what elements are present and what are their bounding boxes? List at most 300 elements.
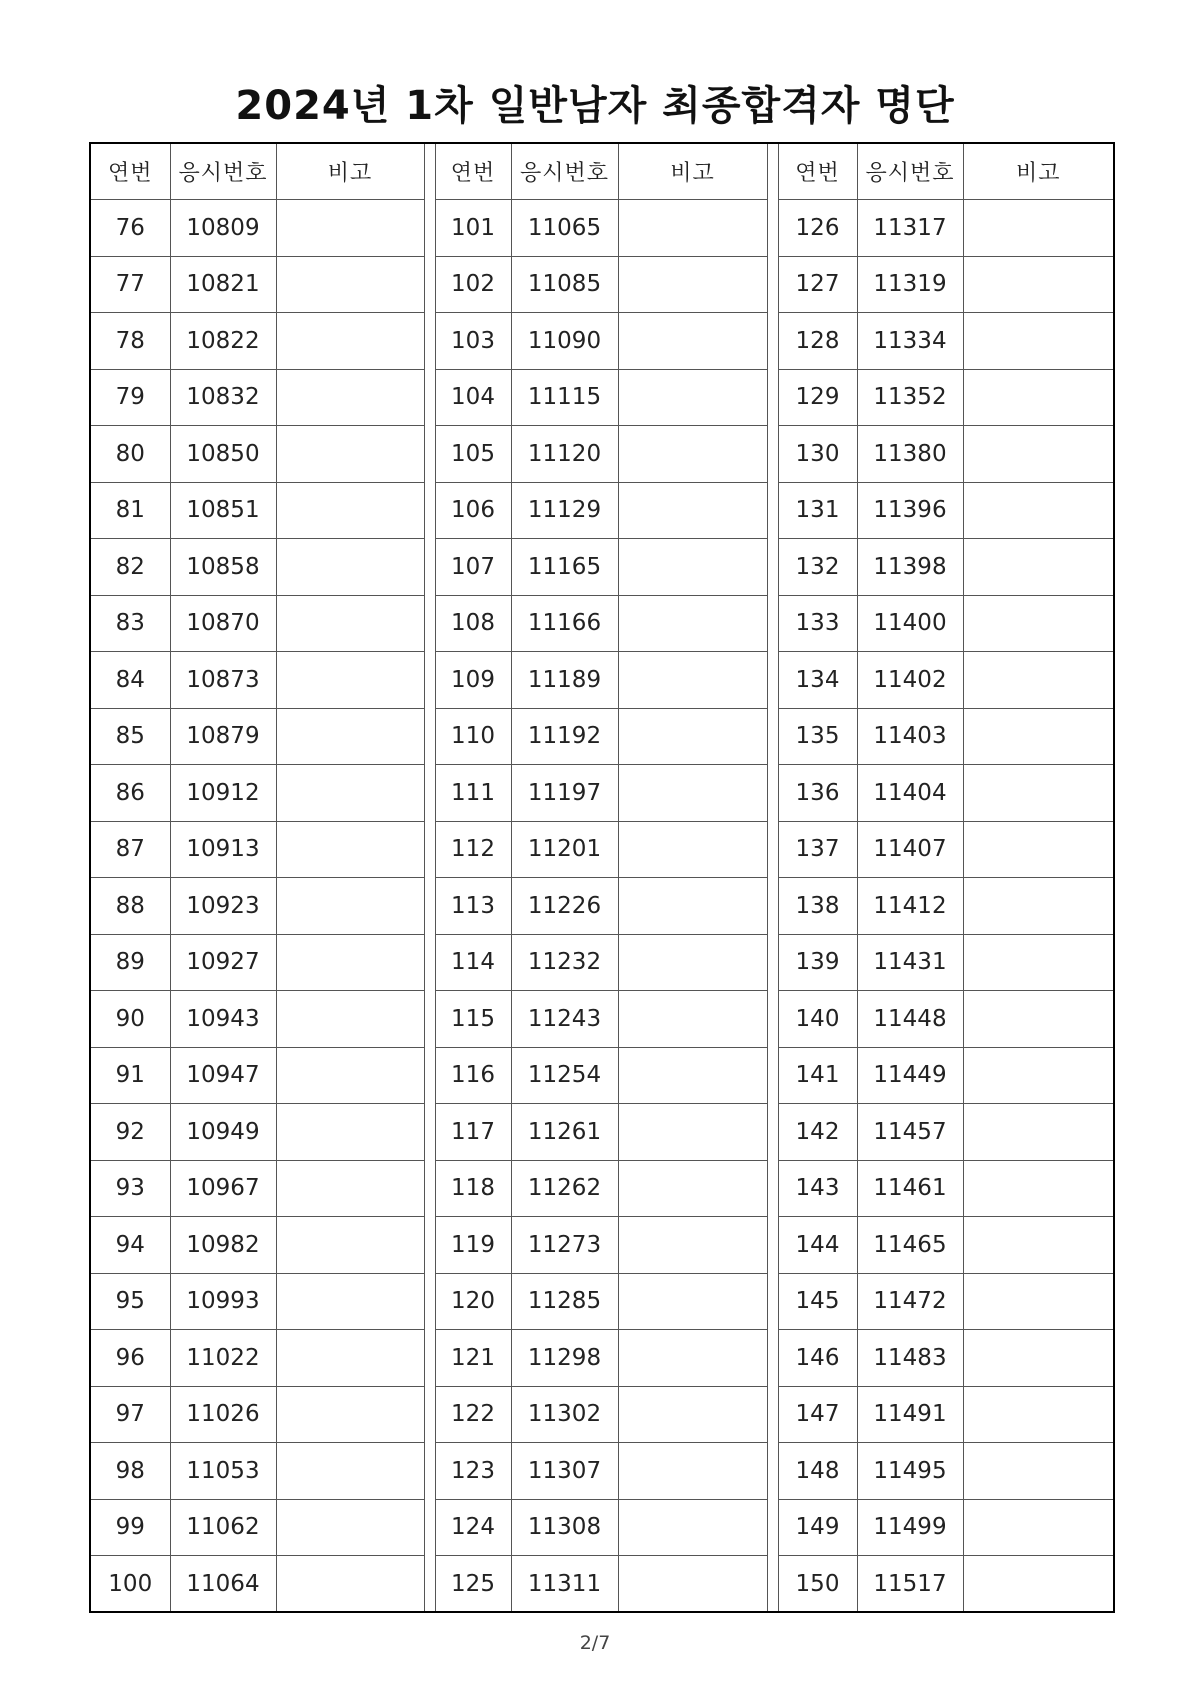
table-body xyxy=(90,143,1114,1612)
cell-exam-no: 11431 xyxy=(857,934,963,991)
cell-remark xyxy=(618,1217,767,1274)
column-gap xyxy=(767,426,778,483)
column-gap xyxy=(424,1330,435,1387)
cell-seq: 138 xyxy=(778,878,857,935)
cell-exam-no: 11311 xyxy=(511,1556,618,1613)
column-gap xyxy=(767,652,778,709)
cell-remark xyxy=(963,878,1114,935)
cell-seq: 98 xyxy=(90,1443,170,1500)
cell-seq: 106 xyxy=(435,482,511,539)
column-gap xyxy=(424,595,435,652)
column-gap xyxy=(767,1556,778,1613)
table-row xyxy=(90,1386,1114,1443)
cell-seq: 136 xyxy=(778,765,857,822)
document-title: 2024년 1차 일반남자 최종합격자 명단 xyxy=(235,83,955,129)
cell-remark xyxy=(276,991,424,1048)
cell-exam-no: 11201 xyxy=(511,821,618,878)
column-gap xyxy=(424,256,435,313)
table-row xyxy=(90,821,1114,878)
cell-seq: 101 xyxy=(435,200,511,257)
cell-exam-no: 11352 xyxy=(857,369,963,426)
cell-seq: 137 xyxy=(778,821,857,878)
cell-remark xyxy=(276,1273,424,1330)
cell-seq: 147 xyxy=(778,1386,857,1443)
cell-remark xyxy=(618,1104,767,1161)
cell-seq: 123 xyxy=(435,1443,511,1500)
header-row xyxy=(90,143,1114,200)
cell-seq: 85 xyxy=(90,708,170,765)
results-table xyxy=(89,142,1115,1613)
cell-seq: 90 xyxy=(90,991,170,1048)
column-gap xyxy=(767,482,778,539)
cell-seq: 132 xyxy=(778,539,857,596)
cell-remark xyxy=(963,708,1114,765)
cell-exam-no: 11090 xyxy=(511,313,618,370)
cell-remark xyxy=(618,595,767,652)
cell-remark xyxy=(963,652,1114,709)
column-gap xyxy=(424,1160,435,1217)
cell-remark xyxy=(963,1217,1114,1274)
table-row xyxy=(90,765,1114,822)
cell-exam-no: 10982 xyxy=(170,1217,276,1274)
cell-remark xyxy=(276,1499,424,1556)
cell-exam-no: 10832 xyxy=(170,369,276,426)
cell-seq: 81 xyxy=(90,482,170,539)
cell-remark xyxy=(963,426,1114,483)
column-gap xyxy=(424,1386,435,1443)
cell-exam-no: 11457 xyxy=(857,1104,963,1161)
cell-seq: 120 xyxy=(435,1273,511,1330)
cell-seq: 88 xyxy=(90,878,170,935)
cell-remark xyxy=(276,934,424,991)
cell-exam-no: 10879 xyxy=(170,708,276,765)
cell-seq: 94 xyxy=(90,1217,170,1274)
page-number: 2/7 xyxy=(579,1632,611,1654)
cell-remark xyxy=(963,313,1114,370)
table-row xyxy=(90,426,1114,483)
header-remark: 비고 xyxy=(276,143,424,200)
cell-exam-no: 10821 xyxy=(170,256,276,313)
column-gap xyxy=(767,1386,778,1443)
column-gap xyxy=(767,539,778,596)
column-gap xyxy=(767,256,778,313)
cell-seq: 146 xyxy=(778,1330,857,1387)
cell-remark xyxy=(618,426,767,483)
cell-seq: 100 xyxy=(90,1556,170,1613)
column-gap xyxy=(424,765,435,822)
cell-seq: 116 xyxy=(435,1047,511,1104)
cell-remark xyxy=(276,765,424,822)
cell-exam-no: 11319 xyxy=(857,256,963,313)
cell-exam-no: 11085 xyxy=(511,256,618,313)
column-gap xyxy=(767,1330,778,1387)
header-remark: 비고 xyxy=(618,143,767,200)
cell-seq: 80 xyxy=(90,426,170,483)
cell-exam-no: 11115 xyxy=(511,369,618,426)
cell-exam-no: 10851 xyxy=(170,482,276,539)
cell-seq: 82 xyxy=(90,539,170,596)
column-gap xyxy=(767,1160,778,1217)
column-gap xyxy=(424,1499,435,1556)
cell-remark xyxy=(618,313,767,370)
table-row xyxy=(90,1160,1114,1217)
cell-exam-no: 10870 xyxy=(170,595,276,652)
header-exam-no: 응시번호 xyxy=(511,143,618,200)
cell-seq: 113 xyxy=(435,878,511,935)
column-gap xyxy=(424,652,435,709)
cell-exam-no: 11307 xyxy=(511,1443,618,1500)
cell-remark xyxy=(276,708,424,765)
cell-remark xyxy=(618,1443,767,1500)
table-row xyxy=(90,1443,1114,1500)
header-seq: 연번 xyxy=(90,143,170,200)
cell-seq: 92 xyxy=(90,1104,170,1161)
cell-exam-no: 11026 xyxy=(170,1386,276,1443)
column-gap xyxy=(767,1104,778,1161)
column-gap xyxy=(424,1273,435,1330)
cell-seq: 79 xyxy=(90,369,170,426)
header-exam-no: 응시번호 xyxy=(857,143,963,200)
cell-exam-no: 11192 xyxy=(511,708,618,765)
cell-exam-no: 11402 xyxy=(857,652,963,709)
cell-remark xyxy=(276,595,424,652)
column-gap xyxy=(767,765,778,822)
cell-seq: 140 xyxy=(778,991,857,1048)
cell-exam-no: 11380 xyxy=(857,426,963,483)
cell-exam-no: 11166 xyxy=(511,595,618,652)
column-gap xyxy=(424,708,435,765)
column-gap xyxy=(767,1443,778,1500)
cell-remark xyxy=(618,765,767,822)
cell-exam-no: 11298 xyxy=(511,1330,618,1387)
column-gap xyxy=(767,1047,778,1104)
cell-exam-no: 11273 xyxy=(511,1217,618,1274)
table-row xyxy=(90,369,1114,426)
cell-exam-no: 10873 xyxy=(170,652,276,709)
cell-exam-no: 10913 xyxy=(170,821,276,878)
cell-remark xyxy=(618,1330,767,1387)
cell-exam-no: 11197 xyxy=(511,765,618,822)
cell-seq: 96 xyxy=(90,1330,170,1387)
cell-exam-no: 11064 xyxy=(170,1556,276,1613)
column-gap xyxy=(424,539,435,596)
cell-remark xyxy=(963,369,1114,426)
cell-seq: 148 xyxy=(778,1443,857,1500)
cell-seq: 89 xyxy=(90,934,170,991)
cell-seq: 104 xyxy=(435,369,511,426)
header-exam-no: 응시번호 xyxy=(170,143,276,200)
cell-exam-no: 11517 xyxy=(857,1556,963,1613)
column-gap xyxy=(767,821,778,878)
cell-exam-no: 11400 xyxy=(857,595,963,652)
cell-remark xyxy=(276,256,424,313)
cell-seq: 115 xyxy=(435,991,511,1048)
cell-seq: 118 xyxy=(435,1160,511,1217)
cell-seq: 135 xyxy=(778,708,857,765)
cell-exam-no: 11254 xyxy=(511,1047,618,1104)
table-row xyxy=(90,1273,1114,1330)
table-row xyxy=(90,1556,1114,1613)
cell-remark xyxy=(276,1047,424,1104)
cell-seq: 83 xyxy=(90,595,170,652)
cell-exam-no: 11285 xyxy=(511,1273,618,1330)
cell-remark xyxy=(618,482,767,539)
cell-seq: 86 xyxy=(90,765,170,822)
table-row xyxy=(90,1217,1114,1274)
cell-remark xyxy=(276,821,424,878)
cell-seq: 143 xyxy=(778,1160,857,1217)
column-gap xyxy=(767,878,778,935)
cell-exam-no: 11022 xyxy=(170,1330,276,1387)
column-gap xyxy=(767,200,778,257)
cell-exam-no: 11065 xyxy=(511,200,618,257)
cell-seq: 130 xyxy=(778,426,857,483)
cell-exam-no: 10993 xyxy=(170,1273,276,1330)
cell-seq: 131 xyxy=(778,482,857,539)
cell-seq: 126 xyxy=(778,200,857,257)
cell-remark xyxy=(618,1160,767,1217)
cell-remark xyxy=(963,934,1114,991)
cell-exam-no: 11308 xyxy=(511,1499,618,1556)
cell-exam-no: 10943 xyxy=(170,991,276,1048)
cell-remark xyxy=(963,1386,1114,1443)
cell-remark xyxy=(963,1556,1114,1613)
cell-seq: 129 xyxy=(778,369,857,426)
cell-seq: 77 xyxy=(90,256,170,313)
column-gap xyxy=(767,934,778,991)
cell-seq: 128 xyxy=(778,313,857,370)
cell-remark xyxy=(276,313,424,370)
cell-seq: 127 xyxy=(778,256,857,313)
table-row xyxy=(90,1104,1114,1161)
cell-remark xyxy=(963,1273,1114,1330)
table-row xyxy=(90,708,1114,765)
cell-exam-no: 11243 xyxy=(511,991,618,1048)
cell-exam-no: 11398 xyxy=(857,539,963,596)
column-gap xyxy=(424,1217,435,1274)
table-row xyxy=(90,1047,1114,1104)
cell-remark xyxy=(963,595,1114,652)
column-gap xyxy=(767,1217,778,1274)
column-gap xyxy=(767,313,778,370)
cell-remark xyxy=(276,1330,424,1387)
cell-exam-no: 11412 xyxy=(857,878,963,935)
cell-seq: 95 xyxy=(90,1273,170,1330)
cell-seq: 121 xyxy=(435,1330,511,1387)
cell-seq: 122 xyxy=(435,1386,511,1443)
cell-seq: 111 xyxy=(435,765,511,822)
cell-remark xyxy=(963,256,1114,313)
column-gap xyxy=(424,369,435,426)
table-row xyxy=(90,539,1114,596)
cell-seq: 145 xyxy=(778,1273,857,1330)
cell-exam-no: 11317 xyxy=(857,200,963,257)
cell-exam-no: 11448 xyxy=(857,991,963,1048)
cell-exam-no: 10850 xyxy=(170,426,276,483)
cell-remark xyxy=(963,1104,1114,1161)
cell-exam-no: 11483 xyxy=(857,1330,963,1387)
cell-remark xyxy=(618,878,767,935)
cell-seq: 114 xyxy=(435,934,511,991)
table-row xyxy=(90,652,1114,709)
cell-remark xyxy=(963,482,1114,539)
cell-exam-no: 11404 xyxy=(857,765,963,822)
cell-seq: 91 xyxy=(90,1047,170,1104)
cell-remark xyxy=(618,539,767,596)
column-gap xyxy=(424,934,435,991)
cell-seq: 102 xyxy=(435,256,511,313)
column-gap xyxy=(424,1556,435,1613)
cell-remark xyxy=(618,1499,767,1556)
cell-remark xyxy=(276,1386,424,1443)
cell-remark xyxy=(963,1330,1114,1387)
cell-exam-no: 11472 xyxy=(857,1273,963,1330)
cell-seq: 117 xyxy=(435,1104,511,1161)
table-row xyxy=(90,991,1114,1048)
cell-seq: 141 xyxy=(778,1047,857,1104)
column-gap xyxy=(424,143,435,200)
cell-remark xyxy=(963,991,1114,1048)
cell-remark xyxy=(618,256,767,313)
column-gap xyxy=(767,369,778,426)
header-remark: 비고 xyxy=(963,143,1114,200)
cell-exam-no: 10947 xyxy=(170,1047,276,1104)
table-row xyxy=(90,313,1114,370)
cell-seq: 107 xyxy=(435,539,511,596)
cell-exam-no: 11499 xyxy=(857,1499,963,1556)
column-gap xyxy=(424,200,435,257)
table-row xyxy=(90,1499,1114,1556)
cell-exam-no: 11165 xyxy=(511,539,618,596)
cell-remark xyxy=(618,369,767,426)
table-row xyxy=(90,200,1114,257)
cell-remark xyxy=(276,1556,424,1613)
table-row xyxy=(90,1330,1114,1387)
cell-exam-no: 10858 xyxy=(170,539,276,596)
cell-exam-no: 10912 xyxy=(170,765,276,822)
cell-exam-no: 11334 xyxy=(857,313,963,370)
cell-remark xyxy=(276,652,424,709)
cell-remark xyxy=(276,369,424,426)
cell-remark xyxy=(276,878,424,935)
cell-remark xyxy=(276,1160,424,1217)
cell-exam-no: 11062 xyxy=(170,1499,276,1556)
table-row xyxy=(90,595,1114,652)
cell-remark xyxy=(618,1273,767,1330)
cell-seq: 150 xyxy=(778,1556,857,1613)
cell-remark xyxy=(963,1443,1114,1500)
cell-remark xyxy=(963,765,1114,822)
cell-exam-no: 11465 xyxy=(857,1217,963,1274)
column-gap xyxy=(424,482,435,539)
column-gap xyxy=(424,426,435,483)
column-gap xyxy=(767,708,778,765)
column-gap xyxy=(424,1047,435,1104)
cell-remark xyxy=(618,708,767,765)
cell-exam-no: 11495 xyxy=(857,1443,963,1500)
cell-seq: 124 xyxy=(435,1499,511,1556)
cell-remark xyxy=(618,652,767,709)
header-seq: 연번 xyxy=(778,143,857,200)
column-gap xyxy=(424,1443,435,1500)
cell-exam-no: 11449 xyxy=(857,1047,963,1104)
header-seq: 연번 xyxy=(435,143,511,200)
cell-seq: 97 xyxy=(90,1386,170,1443)
cell-exam-no: 10949 xyxy=(170,1104,276,1161)
cell-remark xyxy=(963,1047,1114,1104)
cell-remark xyxy=(276,426,424,483)
table-row xyxy=(90,256,1114,313)
cell-exam-no: 10809 xyxy=(170,200,276,257)
column-gap xyxy=(767,1273,778,1330)
cell-seq: 119 xyxy=(435,1217,511,1274)
column-gap xyxy=(767,595,778,652)
cell-remark xyxy=(276,1443,424,1500)
cell-exam-no: 10927 xyxy=(170,934,276,991)
cell-remark xyxy=(618,821,767,878)
cell-remark xyxy=(618,200,767,257)
cell-exam-no: 10967 xyxy=(170,1160,276,1217)
column-gap xyxy=(767,991,778,1048)
cell-exam-no: 11232 xyxy=(511,934,618,991)
cell-seq: 87 xyxy=(90,821,170,878)
cell-exam-no: 11396 xyxy=(857,482,963,539)
column-gap xyxy=(424,821,435,878)
cell-remark xyxy=(963,539,1114,596)
cell-exam-no: 11189 xyxy=(511,652,618,709)
table-row xyxy=(90,934,1114,991)
cell-exam-no: 11403 xyxy=(857,708,963,765)
cell-remark xyxy=(963,200,1114,257)
column-gap xyxy=(767,143,778,200)
cell-exam-no: 11129 xyxy=(511,482,618,539)
cell-seq: 142 xyxy=(778,1104,857,1161)
cell-remark xyxy=(618,1556,767,1613)
cell-seq: 133 xyxy=(778,595,857,652)
column-gap xyxy=(424,991,435,1048)
cell-seq: 99 xyxy=(90,1499,170,1556)
cell-remark xyxy=(963,1160,1114,1217)
cell-exam-no: 11461 xyxy=(857,1160,963,1217)
table-row xyxy=(90,482,1114,539)
table-row xyxy=(90,878,1114,935)
cell-seq: 108 xyxy=(435,595,511,652)
column-gap xyxy=(767,1499,778,1556)
cell-remark xyxy=(618,934,767,991)
cell-seq: 105 xyxy=(435,426,511,483)
cell-remark xyxy=(276,200,424,257)
cell-remark xyxy=(618,991,767,1048)
cell-remark xyxy=(963,821,1114,878)
cell-seq: 125 xyxy=(435,1556,511,1613)
cell-remark xyxy=(618,1386,767,1443)
cell-exam-no: 10822 xyxy=(170,313,276,370)
cell-exam-no: 11053 xyxy=(170,1443,276,1500)
cell-seq: 84 xyxy=(90,652,170,709)
cell-remark xyxy=(276,482,424,539)
cell-seq: 139 xyxy=(778,934,857,991)
column-gap xyxy=(424,1104,435,1161)
cell-seq: 76 xyxy=(90,200,170,257)
cell-seq: 144 xyxy=(778,1217,857,1274)
cell-remark xyxy=(963,1499,1114,1556)
cell-exam-no: 11262 xyxy=(511,1160,618,1217)
cell-exam-no: 11407 xyxy=(857,821,963,878)
cell-seq: 112 xyxy=(435,821,511,878)
cell-remark xyxy=(276,1217,424,1274)
cell-remark xyxy=(618,1047,767,1104)
cell-exam-no: 11120 xyxy=(511,426,618,483)
